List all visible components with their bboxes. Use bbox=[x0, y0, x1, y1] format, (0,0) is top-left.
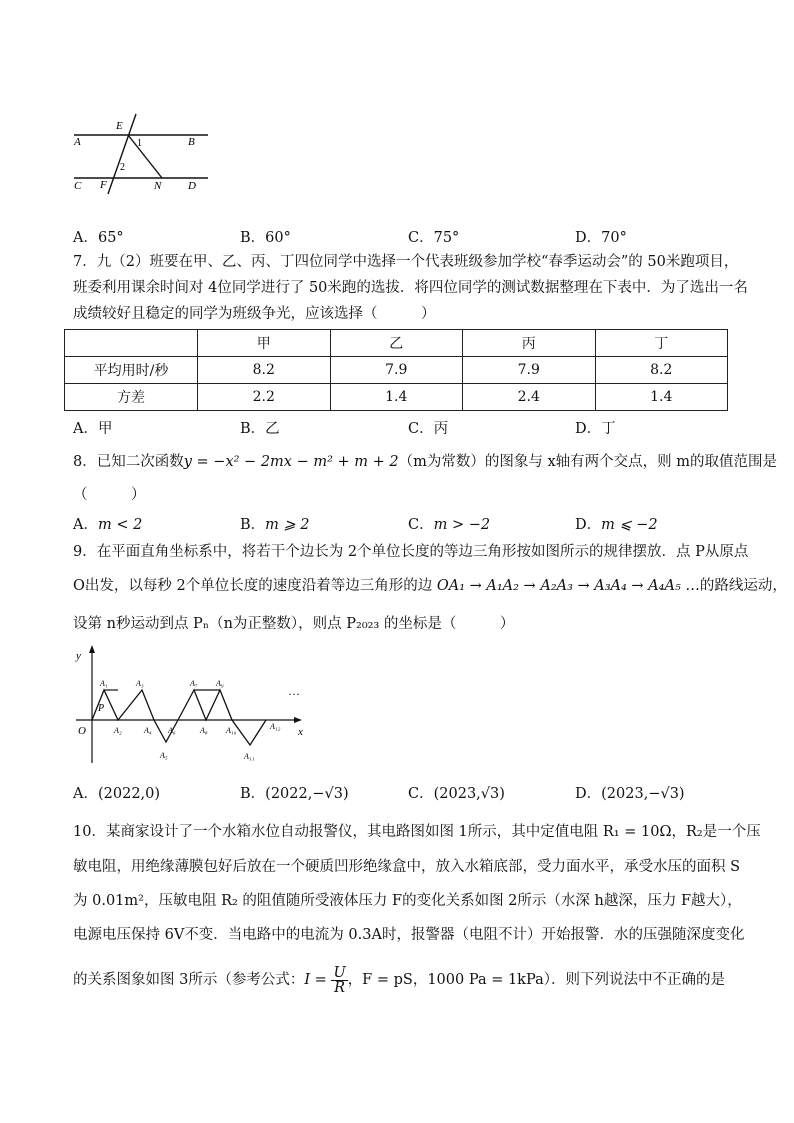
label-b: B bbox=[188, 136, 195, 148]
q8-blank: （ ） bbox=[73, 487, 146, 503]
option-letter: D． bbox=[575, 517, 602, 533]
option-value: (2022,0) bbox=[97, 786, 161, 802]
label-angle-2: 2 bbox=[120, 162, 125, 173]
option-value: (2023,√3) bbox=[433, 786, 505, 802]
q7-option-b bbox=[240, 417, 280, 438]
point-a3: A₃ bbox=[136, 679, 144, 688]
point-a11: A₁₁ bbox=[244, 752, 255, 761]
q7-data-table bbox=[64, 329, 728, 411]
table-header-cell: 甲 bbox=[198, 330, 331, 357]
option-value: m > −2 bbox=[433, 517, 491, 533]
table-row bbox=[65, 357, 728, 384]
label-d: D bbox=[188, 180, 196, 192]
axis-x-label: x bbox=[298, 726, 303, 738]
q9-line2-start: O出发，以每秒 2个单位长度的速度沿着等边三角形的边 bbox=[73, 578, 437, 594]
option-value: 甲 bbox=[97, 421, 113, 437]
table-header-cell: 乙 bbox=[330, 330, 463, 357]
q9-path: OA₁ → A₁A₂ → A₂A₃ → A₃A₄ → A₄A₅ … bbox=[436, 578, 700, 594]
q10-text-line-5 bbox=[73, 963, 734, 997]
table-cell: 1.4 bbox=[595, 384, 728, 411]
point-a9: A₉ bbox=[216, 679, 224, 688]
label-c: C bbox=[74, 180, 82, 192]
option-letter: A． bbox=[73, 230, 98, 246]
zigzag-coordinate-figure bbox=[70, 645, 310, 765]
table-cell bbox=[65, 330, 198, 357]
q10-text-line-1: 10．某商家设计了一个水箱水位自动报警仪，其电路图如图 1所示，其中定值电阻 R₁ = 10Ω，R₂是一个压 bbox=[73, 824, 761, 840]
option-value: 乙 bbox=[265, 421, 280, 437]
q8-option-c bbox=[408, 513, 490, 534]
option-letter: C． bbox=[408, 517, 434, 533]
option-letter: B． bbox=[240, 421, 266, 437]
q9-text-line-1: 9．在平面直角坐标系中，将若干个边长为 2个单位长度的等边三角形按如图所示的规律摆放．点 P从原点 bbox=[73, 544, 749, 560]
q7-text-line-1: 7．九（2）班要在甲、乙、丙、丁四位同学中选择一个代表班级参加学校“春季运动会”的 50米跑项目， bbox=[73, 254, 739, 270]
point-a8: A₈ bbox=[200, 726, 208, 735]
table-header-cell: 丙 bbox=[463, 330, 596, 357]
fraction-u-over-r bbox=[331, 966, 347, 995]
table-cell: 1.4 bbox=[330, 384, 463, 411]
option-letter: C． bbox=[408, 230, 434, 246]
table-header-row bbox=[65, 330, 728, 357]
q7-text-line-2: 班委利用课余时间对 4位同学进行了 50米跑的选拔．将四位同学的测试数据整理在下表中．为了选出一名 bbox=[73, 280, 748, 296]
q10-text-line-4: 电源电压保持 6V不变．当电路中的电流为 0.3A时，报警器（电阻不计）开始报警．水的压强随深度变化 bbox=[73, 927, 745, 943]
q9-line2-end: 的路线运动， bbox=[699, 578, 787, 594]
point-a1: A₁ bbox=[100, 679, 108, 688]
table-cell: 2.4 bbox=[463, 384, 596, 411]
option-letter: A． bbox=[73, 517, 98, 533]
q9-option-a bbox=[73, 782, 160, 803]
q6-option-a bbox=[73, 226, 124, 247]
q10-text-line-2: 敏电阻，用绝缘薄膜包好后放在一个硬质凹形绝缘盒中，放入水箱底部，受力面水平，承受水压的面积 S bbox=[73, 859, 741, 875]
q8-formula: = −x² − 2mx − m² + m + 2 bbox=[191, 454, 399, 470]
table-cell: 8.2 bbox=[595, 357, 728, 384]
q8-prefix: 8．已知二次函数 bbox=[73, 454, 184, 470]
table-cell: 方差 bbox=[65, 384, 198, 411]
option-value: m ⩽ −2 bbox=[601, 517, 658, 533]
q8-formula-y: y bbox=[183, 454, 192, 470]
point-p-label: P bbox=[98, 703, 105, 714]
option-letter: B． bbox=[240, 230, 266, 246]
q10-text-line-3: 为 0.01m²，压敏电阻 R₂ 的阻值随所受液体压力 F的变化关系如图 2所示（水深 h越深，压力 F越大）， bbox=[73, 893, 742, 909]
q8-option-a bbox=[73, 513, 142, 534]
option-letter: A． bbox=[73, 421, 98, 437]
table-cell: 8.2 bbox=[198, 357, 331, 384]
table-header-cell: 丁 bbox=[595, 330, 728, 357]
option-value: m ⩾ 2 bbox=[265, 517, 310, 533]
option-value: m < 2 bbox=[97, 517, 143, 533]
option-letter: D． bbox=[575, 230, 602, 246]
option-value: 75° bbox=[433, 230, 460, 246]
q9-option-d bbox=[575, 782, 685, 803]
option-value: 65° bbox=[97, 230, 124, 246]
q9-option-c bbox=[408, 782, 505, 803]
q6-option-b bbox=[240, 226, 291, 247]
axis-y-label: y bbox=[76, 650, 81, 662]
q8-condition: （m为常数）的图象与 x轴有两个交点，则 m的取值范围是 bbox=[398, 454, 778, 470]
option-value: 丁 bbox=[601, 421, 616, 437]
table-row bbox=[65, 384, 728, 411]
q6-option-c bbox=[408, 226, 459, 247]
parallel-lines-figure bbox=[66, 112, 216, 196]
label-f: F bbox=[100, 179, 107, 191]
fraction-numerator: U bbox=[333, 964, 346, 981]
fraction-denominator: R bbox=[334, 979, 346, 996]
option-letter: C． bbox=[408, 786, 434, 802]
option-value: 丙 bbox=[433, 421, 449, 437]
point-a10: A₁₀ bbox=[226, 726, 237, 735]
q7-option-a bbox=[73, 417, 112, 438]
q8-option-d bbox=[575, 513, 658, 534]
q6-option-d bbox=[575, 226, 627, 247]
formula-current: I = bbox=[304, 972, 327, 988]
q7-text-line-3: 成绩较好且稳定的同学为班级争光，应该选择（ ） bbox=[73, 306, 436, 322]
q9-text-line-3: 设第 n秒运动到点 Pₙ（n为正整数），则点 P₂₀₂₃ 的坐标是（ ） bbox=[73, 616, 515, 632]
q9-text-line-2 bbox=[73, 576, 787, 596]
option-value: 60° bbox=[265, 230, 291, 246]
table-cell: 2.2 bbox=[198, 384, 331, 411]
point-a4: A₄ bbox=[144, 726, 152, 735]
label-e: E bbox=[116, 120, 123, 132]
option-letter: B． bbox=[240, 517, 266, 533]
origin-label: O bbox=[78, 725, 86, 737]
point-a2: A₂ bbox=[114, 726, 122, 735]
table-cell: 7.9 bbox=[463, 357, 596, 384]
option-value: (2022,−√3) bbox=[265, 786, 349, 802]
option-value: (2023,−√3) bbox=[601, 786, 685, 802]
table-cell: 平均用时/秒 bbox=[65, 357, 198, 384]
label-n: N bbox=[154, 180, 162, 192]
ellipsis-label: … bbox=[288, 684, 300, 698]
q10-line5-end: ，F = pS，1000 Pa = 1kPa）．则下列说法中不正确的是 bbox=[347, 972, 725, 988]
point-a5: A₅ bbox=[160, 751, 168, 760]
option-letter: A． bbox=[73, 786, 98, 802]
label-a: A bbox=[74, 136, 81, 148]
q8-text-line-1 bbox=[73, 452, 778, 472]
q10-line5-start: 的关系图象如图 3所示（参考公式： bbox=[73, 972, 305, 988]
option-letter: B． bbox=[240, 786, 266, 802]
option-value: 70° bbox=[601, 230, 627, 246]
q9-option-b bbox=[240, 782, 349, 803]
label-angle-1: 1 bbox=[137, 138, 142, 149]
point-a6: A₆ bbox=[168, 726, 176, 735]
table-cell: 7.9 bbox=[330, 357, 463, 384]
option-letter: D． bbox=[575, 786, 602, 802]
point-a7: A₇ bbox=[190, 679, 198, 688]
q8-option-b bbox=[240, 513, 310, 534]
option-letter: C． bbox=[408, 421, 434, 437]
option-letter: D． bbox=[575, 421, 602, 437]
q7-option-d bbox=[575, 417, 616, 438]
point-a12: A₁₂ bbox=[270, 722, 281, 731]
q7-option-c bbox=[408, 417, 448, 438]
